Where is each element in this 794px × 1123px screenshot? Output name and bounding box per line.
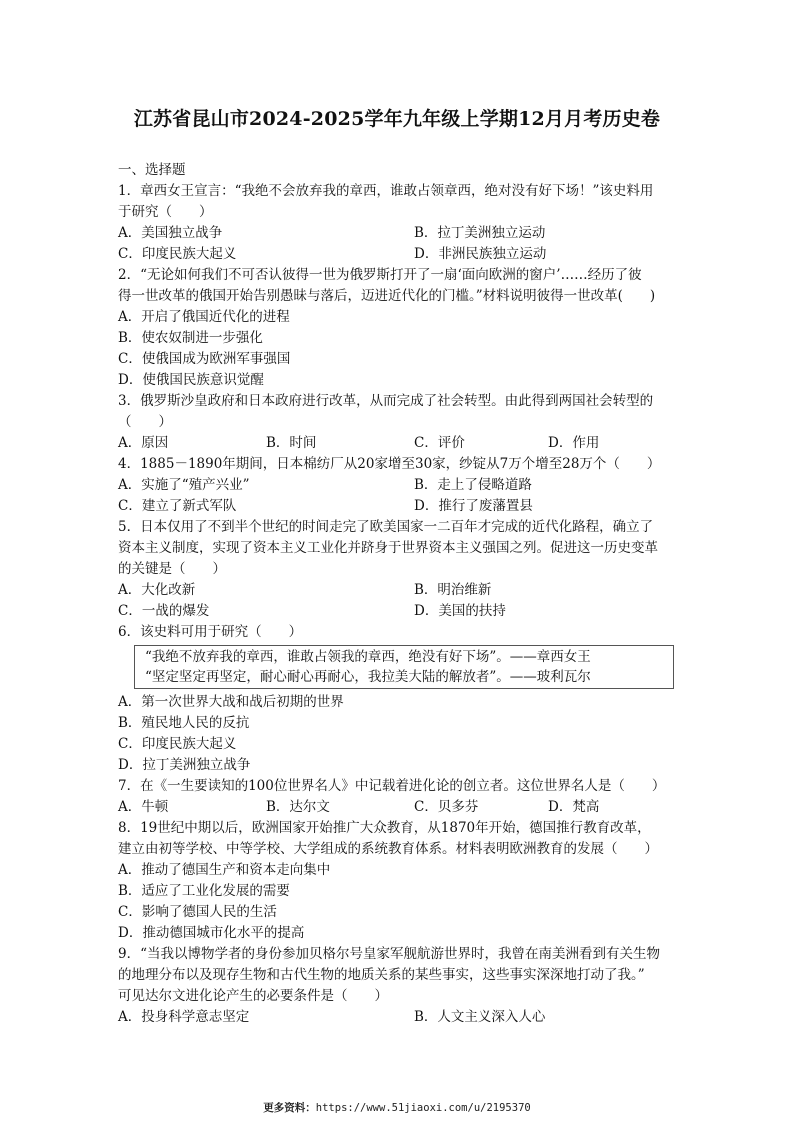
- option-c[interactable]: C．印度民族大起义: [118, 736, 237, 752]
- option-a[interactable]: A．实施了“殖产兴业”: [118, 477, 250, 493]
- option-b[interactable]: B．达尔文: [266, 799, 330, 815]
- option-b[interactable]: B．殖民地人民的反抗: [118, 715, 250, 731]
- question-9-stem-line-1: 9．“当我以博物学者的身份参加贝格尔号皇家军舰航游世界时，我曾在南美洲看到有关生物: [118, 946, 660, 962]
- option-a[interactable]: A．原因: [118, 435, 169, 451]
- options-row: [118, 223, 678, 244]
- question-8-stem-line-1: 8．19世纪中期以后，欧洲国家开始推广大众教育，从1870年开始，德国推行教育改革，: [118, 820, 651, 836]
- section-heading: 一、选择题: [118, 162, 186, 178]
- question-6-stem-line-1: 6．该史料可用于研究（ ）: [118, 624, 303, 640]
- question-1-stem-line-1: 1．章西女王宣言：“我绝不会放弃我的章西，谁敢占领章西，绝对没有好下场！”该史料用: [118, 183, 654, 199]
- question-3: [118, 391, 678, 454]
- footer-prefix: 更多资料：: [263, 1102, 316, 1114]
- question-9-stem-line-3: 可见达尔文进化论产生的必要条件是（ ）: [118, 988, 388, 1004]
- option-a[interactable]: A．投身科学意志坚定: [118, 1009, 250, 1025]
- question-2-stem-line-1: 2．“无论如何我们不可否认彼得一世为俄罗斯打开了一扇‘面向欧洲的窗户’……经历了彼: [118, 267, 642, 283]
- option-b[interactable]: B．使农奴制进一步强化: [118, 330, 263, 346]
- page-title: 江苏省昆山市2024-2025学年九年级上学期12月月考历史卷: [133, 108, 661, 130]
- options-row: [118, 797, 678, 818]
- question-3-stem-line-2: （ ）: [118, 414, 172, 430]
- option-c[interactable]: C．贝多芬: [414, 799, 479, 815]
- option-d[interactable]: D．作用: [548, 435, 600, 451]
- option-a[interactable]: A．美国独立战争: [118, 225, 223, 241]
- option-c[interactable]: C．一战的爆发: [118, 603, 210, 619]
- question-9: [118, 944, 678, 1028]
- option-b[interactable]: B．时间: [266, 435, 317, 451]
- option-d[interactable]: D．使俄国民族意识觉醒: [118, 372, 264, 388]
- options-row: [118, 475, 678, 496]
- option-b[interactable]: B．明治维新: [414, 582, 492, 598]
- question-5-stem-line-3: 的关键是（ ）: [118, 561, 226, 577]
- question-7-stem-line-1: 7．在《一生要读知的100位世界名人》中记载着进化论的创立者。这位世界名人是（ ）: [118, 778, 666, 794]
- question-1: [118, 181, 678, 265]
- option-d[interactable]: D．梵高: [548, 799, 600, 815]
- option-c[interactable]: C．影响了德国人民的生活: [118, 904, 277, 920]
- question-list: [118, 160, 678, 1028]
- option-c[interactable]: C．评价: [414, 435, 465, 451]
- option-b[interactable]: B．人文主义深入人心: [414, 1009, 546, 1025]
- option-c[interactable]: C．使俄国成为欧洲军事强国: [118, 351, 291, 367]
- option-c[interactable]: C．印度民族大起义: [118, 246, 237, 262]
- option-d[interactable]: D．推行了废藩置县: [414, 498, 533, 514]
- question-9-stem-line-2: 的地理分布以及现存生物和古代生物的地质关系的某些事实，这些事实深深地打动了我。”: [118, 967, 645, 983]
- options-row: [118, 496, 678, 517]
- options-row: [118, 580, 678, 601]
- question-4-stem-line-1: 4．1885－1890年期间，日本棉纺厂从20家增至30家，纱锭从7万个增至28万个（ ）: [118, 456, 661, 472]
- question-4: [118, 454, 678, 517]
- options-row: [118, 1007, 678, 1028]
- option-a[interactable]: A．牛顿: [118, 799, 169, 815]
- option-c[interactable]: C．建立了新式军队: [118, 498, 237, 514]
- option-d[interactable]: D．非洲民族独立运动: [414, 246, 547, 262]
- options-row: [118, 244, 678, 265]
- option-b[interactable]: B．走上了侵略道路: [414, 477, 532, 493]
- option-d[interactable]: D．拉丁美洲独立战争: [118, 757, 251, 773]
- question-5: [118, 517, 678, 622]
- question-2-stem-line-2: 得一世改革的俄国开始告别愚昧与落后，迈进近代化的门槛。”材料说明彼得一世改革( ): [118, 288, 656, 304]
- option-a[interactable]: A．开启了俄国近代化的进程: [118, 309, 290, 325]
- source-quote-1: “我绝不放弃我的章西，谁敢占领我的章西，绝没有好下场”。——章西女王: [145, 649, 591, 665]
- question-1-stem-line-2: 于研究（ ）: [118, 204, 213, 220]
- question-8: [118, 818, 678, 944]
- option-b[interactable]: B．适应了工业化发展的需要: [118, 883, 290, 899]
- question-8-stem-line-2: 建立由初等学校、中等学校、大学组成的系统教育体系。材料表明欧洲教育的发展（ ）: [118, 841, 658, 857]
- option-a[interactable]: A．推动了德国生产和资本走向集中: [118, 862, 331, 878]
- option-a[interactable]: A．大化改新: [118, 582, 196, 598]
- question-3-stem-line-1: 3．俄罗斯沙皇政府和日本政府进行改革，从而完成了社会转型。由此得到两国社会转型的: [118, 393, 654, 409]
- question-2: [118, 265, 678, 391]
- options-row: [118, 601, 678, 622]
- question-5-stem-line-1: 5．日本仅用了不到半个世纪的时间走完了欧美国家一二百年才完成的近代化路程，确立了: [118, 519, 654, 535]
- source-quote-box: [134, 645, 674, 689]
- option-a[interactable]: A．第一次世界大战和战后初期的世界: [118, 694, 344, 710]
- options-row: [118, 433, 678, 454]
- option-d[interactable]: D．推动德国城市化水平的提高: [118, 925, 305, 941]
- question-7: [118, 776, 678, 818]
- question-6: [118, 622, 678, 776]
- source-quote-2: “坚定坚定再坚定，耐心耐心再耐心，我拉美大陆的解放者”。——玻利瓦尔: [145, 669, 591, 685]
- question-5-stem-line-2: 资本主义制度，实现了资本主义工业化并跻身于世界资本主义强国之列。促进这一历史变革: [118, 540, 658, 556]
- option-b[interactable]: B．拉丁美洲独立运动: [414, 225, 546, 241]
- footer-link[interactable]: https://www.51jiaoxi.com/u/2195370: [315, 1102, 531, 1114]
- option-d[interactable]: D．美国的扶持: [414, 603, 506, 619]
- page-footer: [0, 1100, 794, 1115]
